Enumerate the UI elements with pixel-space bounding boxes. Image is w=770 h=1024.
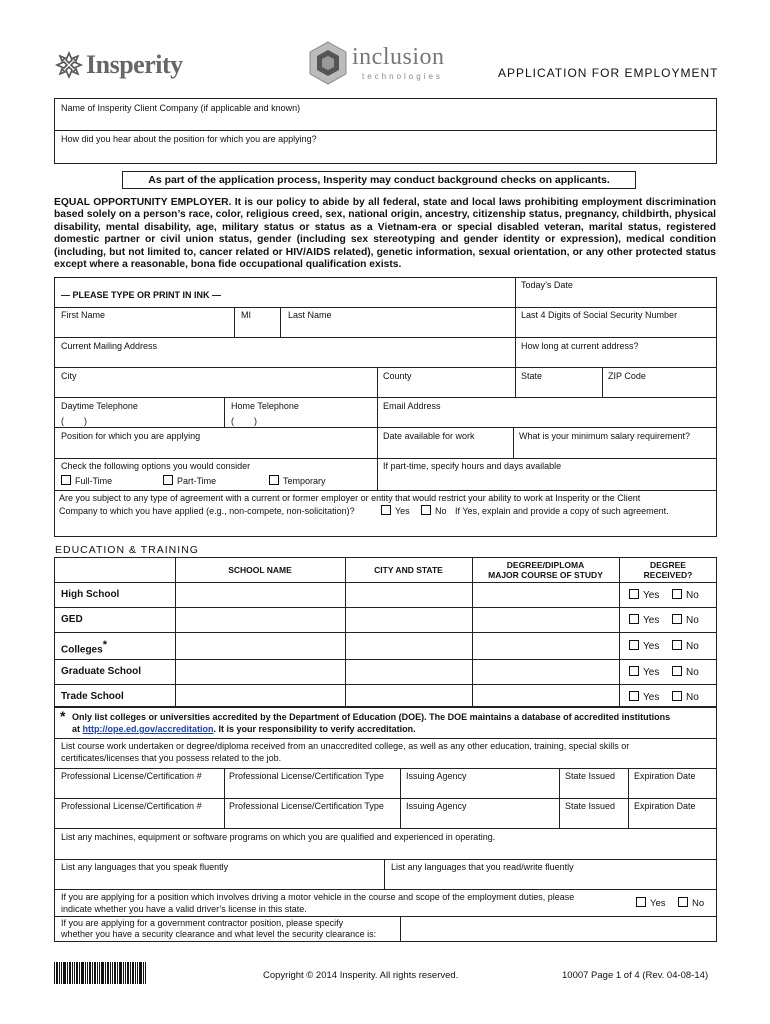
license-num-label: Professional License/Certification # [61, 771, 202, 781]
col-city-state: CITY AND STATE [374, 565, 443, 575]
state-issued-label: State Issued [565, 771, 616, 781]
col-degree: DEGREE [650, 560, 686, 570]
coursework-label-2: certificates/licenses that you possess related to the job. [61, 753, 282, 763]
insperity-mark-icon [54, 50, 84, 80]
gov-question-2: whether you have a security clearance and what level the security clearance is: [61, 929, 377, 939]
daytime-phone-parens: ( ) [61, 416, 87, 426]
trade-no-checkbox[interactable] [672, 691, 682, 701]
daytime-phone-label: Daytime Telephone [61, 401, 138, 411]
temporary-checkbox[interactable] [269, 475, 279, 485]
mailing-address-label: Current Mailing Address [61, 341, 158, 351]
col-received: RECEIVED? [643, 570, 693, 580]
edu-row-label: Colleges* [61, 639, 107, 656]
issuing-agency-label: Issuing Agency [406, 771, 467, 781]
zip-label: ZIP Code [608, 371, 646, 381]
min-salary-label: What is your minimum salary requirement? [519, 431, 691, 441]
driving-question-1: If you are applying for a position which involves driving a motor vehicle in the course and scope of the employment duties, please [61, 892, 575, 902]
ged-yes-checkbox[interactable] [629, 614, 639, 624]
date-available-label: Date available for work [383, 431, 475, 441]
page-number: 10007 Page 1 of 4 (Rev. 04-08-14) [562, 970, 709, 981]
hs-yes-option[interactable]: Yes [629, 589, 659, 602]
agreement-yes-option[interactable]: Yes [381, 505, 410, 517]
issuing-agency-label: Issuing Agency [406, 801, 467, 811]
grad-no-checkbox[interactable] [672, 666, 682, 676]
inclusion-wordmark: inclusion [352, 44, 445, 70]
temporary-option[interactable]: Temporary [269, 475, 326, 487]
driving-no-checkbox[interactable] [678, 897, 688, 907]
home-phone-label: Home Telephone [231, 401, 299, 411]
inclusion-logo [306, 40, 476, 90]
coursework-label-1: List course work undertaken or degree/diploma received from an unaccredited college, as well as any other education, training, special skills or [61, 741, 630, 751]
edu-row-label: Trade School [61, 691, 124, 702]
license-type-label: Professional License/Certification Type [229, 771, 384, 781]
col-degree-diploma: DEGREE/DIPLOMA [506, 560, 585, 570]
machines-label: List any machines, equipment or software programs on which you are qualified and experienced in operating. [61, 832, 496, 842]
position-label: Position for which you are applying [61, 431, 201, 441]
college-no-checkbox[interactable] [672, 640, 682, 650]
license-type-label: Professional License/Certification Type [229, 801, 384, 811]
hs-no-checkbox[interactable] [672, 589, 682, 599]
agreement-question-2: Company to which you have applied (e.g., non-compete, non-solicitation)? [59, 506, 355, 516]
county-label: County [383, 371, 412, 381]
education-heading: EDUCATION & TRAINING [55, 544, 199, 556]
eeo-statement: EQUAL OPPORTUNITY EMPLOYER. It is our policy to abide by all federal, state and local laws prohibiting employment discrimination based solely on a person’s race, color, religious creed, sex, national origin, ancestry, citizenship status, pregnancy, childbirth, physical disability, mental disability, age, military status or status as a Vietnam-era or special disabled veteran, marital status, registered domestic partner or civil union status, gender (including sex stereotyping and gender identity or expression), medical condition (including, but not limited to, cancer related or HIV/AIDS related), genetic information, sexual orientation, or any other protected status except where a reasonable, bona fide occupational qualification exists. [54, 197, 716, 271]
accreditation-note [60, 708, 711, 735]
accreditation-asterisk: * [60, 708, 66, 724]
how-long-label: How long at current address? [521, 341, 639, 351]
barcode [54, 962, 146, 984]
languages-rw-label: List any languages that you read/write fluently [391, 862, 574, 872]
license-num-label: Professional License/Certification # [61, 801, 202, 811]
full-time-option[interactable]: Full-Time [61, 475, 112, 487]
background-check-notice-text: As part of the application process, Insperity may conduct background checks on applicants. [148, 174, 610, 186]
edu-row-label: High School [61, 589, 120, 600]
languages-speak-label: List any languages that you speak fluently [61, 862, 229, 872]
state-issued-label: State Issued [565, 801, 616, 811]
agreement-question-1: Are you subject to any type of agreement with a current or former employer or entity that would restrict your ability to work at Insperity or the Client [59, 493, 641, 503]
trade-yes-option[interactable]: Yes [629, 691, 659, 704]
driving-no-option[interactable]: No [678, 897, 704, 910]
check-options-label: Check the following options you would consider [61, 461, 251, 471]
grad-no-option[interactable]: No [672, 666, 699, 679]
driving-yes-option[interactable]: Yes [636, 897, 666, 910]
driving-question-2: indicate whether you have a valid driver’s license in this state. [61, 904, 307, 914]
page-title: APPLICATION FOR EMPLOYMENT [498, 66, 719, 80]
part-time-hours-label: If part-time, specify hours and days available [383, 461, 562, 471]
inclusion-mark-icon [306, 40, 350, 86]
copyright: Copyright © 2014 Insperity. All rights reserved. [263, 970, 459, 981]
insperity-wordmark: Insperity [86, 50, 183, 79]
college-no-option[interactable]: No [672, 640, 699, 653]
mi-label: MI [241, 310, 251, 320]
client-company-label: Name of Insperity Client Company (if applicable and known) [61, 103, 301, 113]
agreement-explain: If Yes, explain and provide a copy of such agreement. [455, 506, 669, 516]
expiration-label: Expiration Date [634, 771, 696, 781]
ged-no-option[interactable]: No [672, 614, 699, 627]
expiration-label: Expiration Date [634, 801, 696, 811]
accreditation-link[interactable]: http://ope.ed.gov/accreditation [82, 724, 214, 734]
part-time-checkbox[interactable] [163, 475, 173, 485]
grad-yes-checkbox[interactable] [629, 666, 639, 676]
city-field[interactable] [55, 368, 376, 396]
part-time-option[interactable]: Part-Time [163, 475, 216, 487]
security-clearance-field[interactable] [401, 917, 716, 941]
todays-date-label: Today’s Date [521, 280, 573, 290]
trade-no-option[interactable]: No [672, 691, 699, 704]
first-name-label: First Name [61, 310, 106, 320]
city-label: City [61, 371, 77, 381]
full-time-checkbox[interactable] [61, 475, 71, 485]
trade-yes-checkbox[interactable] [629, 691, 639, 701]
state-label: State [521, 371, 543, 381]
college-yes-option[interactable]: Yes [629, 640, 659, 653]
accreditation-note-line1: Only list colleges or universities accredited by the Department of Education (DOE). The DOE maintains a database of accredited institutions [72, 712, 671, 722]
last-name-label: Last Name [288, 310, 332, 320]
hear-about-label: How did you hear about the position for which you are applying? [61, 134, 317, 144]
col-school-name: SCHOOL NAME [228, 565, 292, 575]
hs-no-option[interactable]: No [672, 589, 699, 602]
insperity-logo [54, 48, 194, 82]
college-yes-checkbox[interactable] [629, 640, 639, 650]
barcode-icon [54, 962, 146, 984]
email-label: Email Address [383, 401, 441, 411]
hs-yes-checkbox[interactable] [629, 589, 639, 599]
home-phone-parens: ( ) [231, 416, 257, 426]
gov-question-1: If you are applying for a government contractor position, please specify [61, 918, 344, 928]
type-print-instruction: — PLEASE TYPE OR PRINT IN INK — [61, 290, 222, 300]
ssn-label: Last 4 Digits of Social Security Number [521, 310, 678, 320]
inclusion-subtext: technologies [362, 72, 443, 81]
agreement-no-option[interactable]: No [421, 505, 447, 517]
accreditation-note-line2: at http://ope.ed.gov/accreditation. It is your responsibility to verify accreditation. [72, 724, 416, 734]
col-major-course: MAJOR COURSE OF STUDY [488, 570, 603, 580]
grad-yes-option[interactable]: Yes [629, 666, 659, 679]
edu-row-label: GED [61, 614, 83, 625]
ged-yes-option[interactable]: Yes [629, 614, 659, 627]
edu-row-label: Graduate School [61, 666, 142, 677]
agreement-yes-checkbox[interactable] [381, 505, 391, 515]
ged-no-checkbox[interactable] [672, 614, 682, 624]
driving-yes-checkbox[interactable] [636, 897, 646, 907]
agreement-no-checkbox[interactable] [421, 505, 431, 515]
